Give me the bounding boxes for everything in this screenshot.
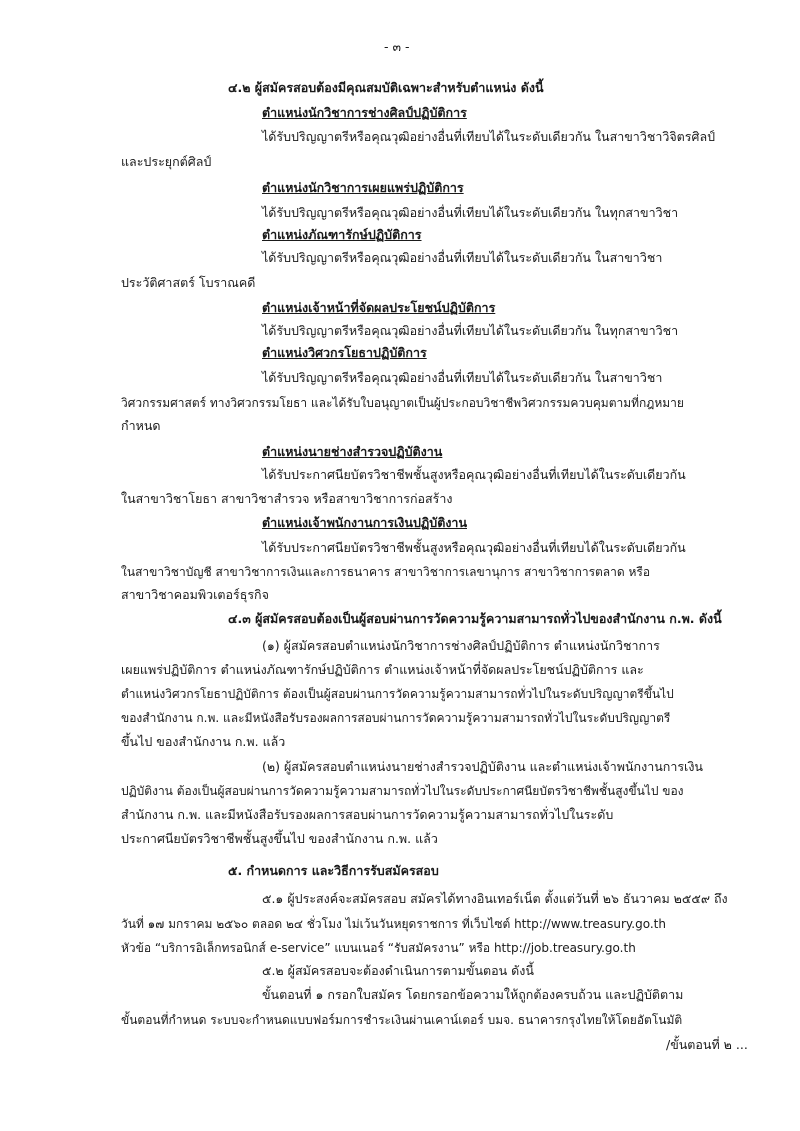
position-title: ตำแหน่งนักวิชาการช่างศิลป์ปฏิบัติการ: [262, 105, 467, 120]
position-title: ตำแหน่งเจ้าพนักงานการเงินปฏิบัติงาน: [262, 515, 467, 530]
position-text: สาขาวิชาคอมพิวเตอร์ธุรกิจ: [121, 587, 269, 602]
position-text: ได้รับปริญญาตรีหรือคุณวุฒิอย่างอื่นที่เทียบได้ในระดับเดียวกัน ในสาขาวิชา: [262, 250, 663, 265]
paragraph-line: ประกาศนียบัตรวิชาชีพชั้นสูงขึ้นไป ของสำนักงาน ก.พ. แล้ว: [121, 831, 438, 846]
position-title: ตำแหน่งภัณฑารักษ์ปฏิบัติการ: [262, 227, 422, 242]
position-text: ในสาขาวิชาโยธา สาขาวิชาสำรวจ หรือสาขาวิชาการก่อสร้าง: [121, 491, 453, 506]
position-text: ได้รับปริญญาตรีหรือคุณวุฒิอย่างอื่นที่เทียบได้ในระดับเดียวกัน ในสาขาวิชา: [262, 370, 663, 385]
paragraph-line: (๑) ผู้สมัครสอบตำแหน่งนักวิชาการช่างศิลป์ปฏิบัติการ ตำแหน่งนักวิชาการ: [262, 638, 660, 653]
position-text: ประวัติศาสตร์ โบราณคดี: [121, 275, 256, 290]
position-text: ในสาขาวิชาบัญชี สาขาวิชาการเงินและการธนาคาร สาขาวิชาการเลขานุการ สาขาวิชาการตลาด หรือ: [121, 565, 651, 579]
position-text: ได้รับประกาศนียบัตรวิชาชีพชั้นสูงหรือคุณวุฒิอย่างอื่นที่เทียบได้ในระดับเดียวกัน: [262, 540, 686, 555]
position-text: และประยุกต์ศิลป์: [121, 154, 212, 169]
position-title: ตำแหน่งวิศวกรโยธาปฏิบัติการ: [262, 345, 427, 360]
paragraph-line: สำนักงาน ก.พ. และมีหนังสือรับรองผลการสอบผ่านการวัดความรู้ความสามารถทั่วไปในระดับ: [121, 807, 614, 822]
paragraph-line: เผยแพร่ปฏิบัติการ ตำแหน่งภัณฑารักษ์ปฏิบัติการ ตำแหน่งเจ้าหน้าที่จัดผลประโยชน์ปฏิบัติการ และ: [121, 662, 644, 677]
position-text: วิศวกรรมศาสตร์ ทางวิศวกรรมโยธา และได้รับใบอนุญาตเป็นผู้ประกอบวิชาชีพวิศวกรรมควบคุมตามที่กฎหมาย: [121, 396, 684, 410]
paragraph-line: ของสำนักงาน ก.พ. และมีหนังสือรับรองผลการสอบผ่านการวัดความรู้ความสามารถทั่วไปในระดับปริญญาตรี: [121, 711, 671, 725]
paragraph-line: หัวข้อ “บริการอิเล็กทรอนิกส์ e-service” แบนเนอร์ “รับสมัครงาน” หรือ http://job.treasury.go.th: [121, 941, 636, 955]
position-text: ได้รับปริญญาตรีหรือคุณวุฒิอย่างอื่นที่เทียบได้ในระดับเดียวกัน ในสาขาวิชาวิจิตรศิลป์: [262, 129, 716, 144]
position-title: ตำแหน่งเจ้าหน้าที่จัดผลประโยชน์ปฏิบัติการ: [262, 300, 496, 315]
paragraph-line: วันที่ ๑๗ มกราคม ๒๕๖๐ ตลอด ๒๔ ชั่วโมง ไม่เว้นวันหยุดราชการ ที่เว็บไซต์ http://www.treasury.go.th: [121, 917, 666, 931]
paragraph-line: ตำแหน่งวิศวกรโยธาปฏิบัติการ ต้องเป็นผู้สอบผ่านการวัดความรู้ความสามารถทั่วไปในระดับปริญญาตรีขึ้นไป: [121, 687, 674, 701]
paragraph-line: ขั้นตอนที่กำหนด ระบบจะกำหนดแบบฟอร์มการชำระเงินผ่านเคาน์เตอร์ บมจ. ธนาคารกรุงไทยให้โดยอัตโนมัติ: [121, 1013, 683, 1027]
paragraph-line: (๒) ผู้สมัครสอบตำแหน่งนายช่างสำรวจปฏิบัติงาน และตำแหน่งเจ้าพนักงานการเงิน: [262, 759, 703, 774]
paragraph-line: ปฏิบัติงาน ต้องเป็นผู้สอบผ่านการวัดความรู้ความสามารถทั่วไปในระดับประกาศนียบัตรวิชาชีพชั้นสูงขึ้นไป ของ: [121, 784, 684, 798]
position-title: ตำแหน่งนายช่างสำรวจปฏิบัติงาน: [262, 444, 443, 459]
section-4-3-heading: ๔.๓ ผู้สมัครสอบต้องเป็นผู้สอบผ่านการวัดความรู้ความสามารถทั่วไปของสำนักงาน ก.พ. ดังนี้: [228, 611, 722, 626]
paragraph-line: ขั้นตอนที่ ๑ กรอกใบสมัคร โดยกรอกข้อความให้ถูกต้องครบถ้วน และปฏิบัติตาม: [262, 987, 684, 1002]
position-text: ได้รับปริญญาตรีหรือคุณวุฒิอย่างอื่นที่เทียบได้ในระดับเดียวกัน ในทุกสาขาวิชา: [262, 205, 679, 220]
continuation-note: /ขั้นตอนที่ ๒ ...: [666, 1037, 748, 1052]
position-text: กำหนด: [121, 418, 161, 433]
section-5-heading: ๕. กำหนดการ และวิธีการรับสมัครสอบ: [228, 863, 439, 878]
paragraph-line: ๕.๑ ผู้ประสงค์จะสมัครสอบ สมัครได้ทางอินเทอร์เน็ต ตั้งแต่วันที่ ๒๖ ธันวาคม ๒๕๕๙ ถึง: [262, 891, 728, 906]
paragraph-line: ขึ้นไป ของสำนักงาน ก.พ. แล้ว: [121, 734, 286, 749]
page-number: - ๓ -: [384, 39, 410, 54]
position-text: ได้รับประกาศนียบัตรวิชาชีพชั้นสูงหรือคุณวุฒิอย่างอื่นที่เทียบได้ในระดับเดียวกัน: [262, 467, 686, 482]
section-4-2-heading: ๔.๒ ผู้สมัครสอบต้องมีคุณสมบัติเฉพาะสำหรับตำแหน่ง ดังนี้: [228, 80, 544, 95]
position-title: ตำแหน่งนักวิชาการเผยแพร่ปฏิบัติการ: [262, 180, 464, 195]
position-text: ได้รับปริญญาตรีหรือคุณวุฒิอย่างอื่นที่เทียบได้ในระดับเดียวกัน ในทุกสาขาวิชา: [262, 323, 679, 338]
paragraph-line: ๕.๒ ผู้สมัครสอบจะต้องดำเนินการตามขั้นตอน ดังนี้: [262, 963, 534, 978]
